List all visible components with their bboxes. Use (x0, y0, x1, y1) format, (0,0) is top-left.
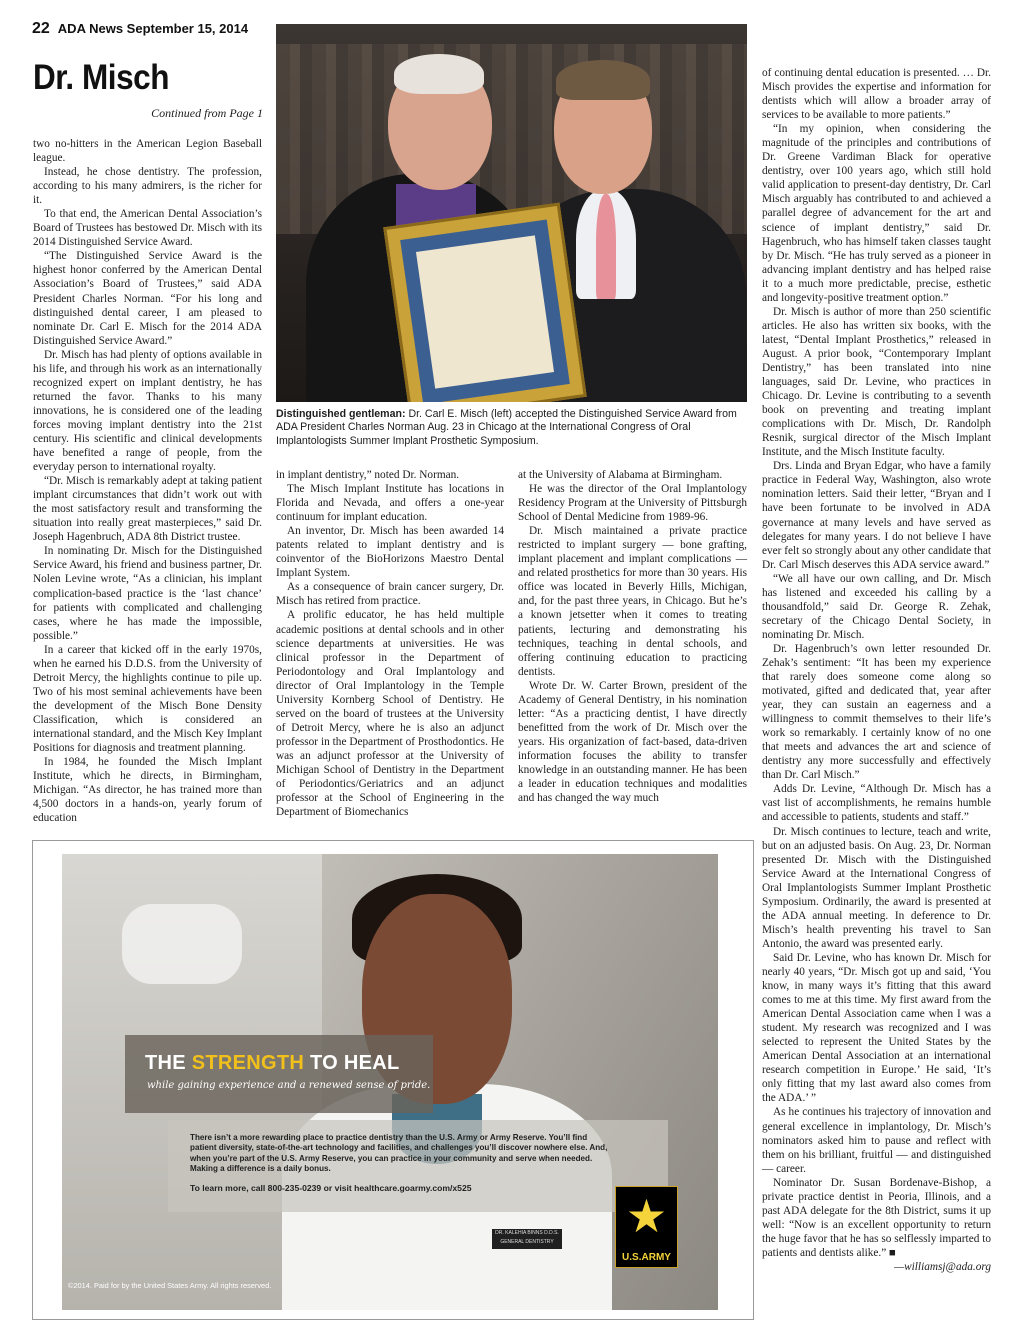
paragraph: of continuing dental education is presented. … Dr. Misch provides the expertise and information for dentists which will allow a broader array of services to be available to more patients.” (762, 67, 991, 122)
paragraph: Adds Dr. Levine, “Although Dr. Misch has a vast list of accomplishments, he remains humble and accessible to patients, students and staff.” (762, 783, 991, 824)
ad-call-to-action: To learn more, call 800-235-0239 or visit healthcare.goarmy.com/x525 (190, 1183, 472, 1193)
name-tag: DR. KALEHIA BINNS D.D.S. GENERAL DENTISTRY (492, 1229, 562, 1249)
paragraph: As a consequence of brain cancer surgery, Dr. Misch has retired from practice. (276, 581, 504, 608)
page-folio (32, 20, 248, 38)
award-certificate-frame (383, 203, 587, 402)
paragraph: Dr. Misch is author of more than 250 scientific articles. He also has written six books, with the latest, “Dental Implant Prosthetics,” released in August. A prior book, “Contemporary Implant Dentistry,” has been translated into nine languages, said Dr. Levine, who practices in Chicago. Dr. Levine is contributing to a seventh book on preventing and treating implant complications with Dr. Misch, Dr. Randolph Resnik, surgical director of the Misch Implant Institute, and the Misch Institute faculty. (762, 305, 991, 459)
man-right-hair (556, 60, 650, 100)
paragraph: Dr. Hagenbruch’s own letter resounded Dr. Zehak’s sentiment: “It has been my experience that rarely does someone come along so motivated, gifted and dedicated that, year after year, they can sustain an eagerness and a willingness to commit themselves to their life’s work so remarkably. I certainly know of no one that meets and advances the art and science of dentistry any more successfully and effectively than Dr. Carl Misch.” (762, 642, 991, 782)
ad-headline-highlight: STRENGTH (191, 1052, 305, 1074)
paragraph: Drs. Linda and Bryan Edgar, who have a family practice in Federal Way, Washington, also wrote nomination letters. Said their letter, “Bryan and I have been fortunate to be involved in ADA governance at many levels and have served as delegates for many years. I do not believe I have ever felt so strongly about any other candidate that Dr. Carl Misch deserves this ADA service award.” (762, 460, 991, 571)
paragraph: Dr. Misch continues to lecture, teach and write, but on an adjusted basis. On Aug. 23, Dr. Norman presented Dr. Misch with the Distinguished Service Award at the International Congress of Oral Implantologists Summer Implant Prosthetic Symposium. Ordinarily, the award is presented at the ADA annual meeting. In deference to Dr. Misch’s health preventing his travel to San Antonio, the award was presented early. (762, 825, 991, 950)
dental-lamp (122, 904, 242, 984)
ad-legal-line: ©2014. Paid for by the United States Army. All rights reserved. (68, 1281, 272, 1290)
paragraph: at the University of Alabama at Birmingham. (518, 469, 723, 481)
paragraph: The Misch Implant Institute has locations in Florida and Nevada, and offers a one-year continuum for implant education. (276, 483, 504, 524)
paragraph: To that end, the American Dental Association’s Board of Trustees has bestowed Dr. Misch with its 2014 Distinguished Service Award. (33, 208, 262, 249)
ad-body-copy: There isn’t a more rewarding place to practice dentistry than the U.S. Army or Army Reserve. You’ll find patient diversity, state-of-the-art technology and facilities, and challenges you’ll discover nowhere else. And, when you’re part of the U.S. Army Reserve, you can practice in your community and serve when needed. Making a difference is a daily bonus. (190, 1133, 608, 1174)
article-column-2 (276, 468, 504, 819)
paragraph: “We all have our own calling, and Dr. Misch has listened and exceeded his calling by a thousandfold,” said Dr. George R. Zehak, secretary of the Chicago Dental Society, in nominating Dr. Misch. (762, 572, 991, 641)
article-column-4 (762, 66, 991, 1274)
army-logo-label: U.S.ARMY (622, 1252, 671, 1263)
paragraph: in implant dentistry,” noted Dr. Norman. (276, 469, 460, 481)
paragraph: A prolific educator, he has held multiple academic positions at dental schools and in other science departments at universities. He was clinical professor in the Department of Periodontology and Oral Implantology and director of Oral Implantology in the Temple University Kornberg School of Dentistry. He served on the board of trustees at the University of Detroit Mercy, where he is also an adjunct professor in the Department of Prosthodontics. He was an adjunct professor at the University of Michigan School of Dentistry in the Department of Periodontics/Geriatrics and an adjunct professor at the School of Engineering in the Department of Biomechanics (276, 609, 504, 819)
paragraph: Nominator Dr. Susan Bordenave-Bishop, a private practice dentist in Peoria, Illinois, and a past ADA delegate for the 8th District, sums it up well: “Now is an excellent opportunity to return the huge favor that he has so selflessly imparted to patients and dentists alike.” ■ (762, 1176, 991, 1259)
jump-line: Continued from Page 1 (151, 106, 263, 120)
paragraph: An inventor, Dr. Misch has been awarded 14 patents related to implant dentistry and is coinventor of the BioHorizons Maestro Dental Implant System. (276, 525, 504, 580)
photo-caption (276, 408, 748, 448)
award-photo (276, 24, 747, 402)
paragraph: Dr. Misch maintained a private practice restricted to implant surgery — bone grafting, implant placement and implant complications — and related prosthetics for more than 30 years. His office was located in Beverly Hills, Michigan, and, for the past three years, in Chicago. But he’s a known jetsetter when it comes to treating patients, lecturing and demonstrating his techniques, teaching in dental schools, and offering continuing education to practicing dentists. (518, 525, 747, 678)
paragraph: “The Distinguished Service Award is the highest honor conferred by the American Dental Association’s Board of Trustees,” said ADA President Charles Norman. “For his long and distinguished dental career, I am pleased to nominate Dr. Carl E. Misch for the 2014 ADA Distinguished Service Award.” (33, 250, 262, 347)
publication-line: ADA News September 15, 2014 (57, 21, 249, 36)
caption-text: Dr. Carl E. Misch (left) accepted the Distinguished Service Award from ADA President Charles Norman Aug. 23 in Chicago at the International Congress of Oral Implantologists Summer Implant Prosthetic Symposium. (276, 408, 737, 447)
paragraph: As he continues his trajectory of innovation and general excellence in implantology, Dr. Misch’s nominators asked him to pause and reflect with them on his brilliant, fruitful — and distinguished — career. (762, 1106, 991, 1175)
article-headline: Dr. Misch (33, 58, 169, 97)
paragraph: “Dr. Misch is remarkably adept at taking patient implant circumstances that didn’t work out with the most satisfactory result and transforming the situation into really great masterpieces,” said Dr. Joseph Hagenbruch, ADA 8th District trustee. (33, 475, 262, 544)
us-army-logo (615, 1186, 678, 1268)
paragraph: “In my opinion, when considering the magnitude of the principles and contributions of Dr. Greene Vardiman Black for operative dentistry, over 100 years ago, which still hold valid application to present-day dentistry, Dr. Carl Misch arguably has contributed to and achieved a parallel degree of advancement for the art and science of implant dentistry,” said Dr. Hagenbruch, who has himself taken classes taught by Dr. Misch. “He has truly served as a pioneer in advancing implant dentistry and has helped raise it to a much more predictable, precise, esthetic and longevity-positive treatment option.” (762, 123, 991, 304)
paragraph: Dr. Misch has had plenty of options available in his life, and through his work as an internationally recognized expert on implant dentistry, he has returned the favor. Thanks to his many innovations, he is considered one of the leading forces moving implant dentistry into the 21st century. His scientific and clinical developments have benefited a range of people, from the everyday person to international royalty. (33, 348, 262, 474)
ad-subhead: while gaining experience and a renewed sense of pride. (147, 1080, 431, 1091)
army-star-icon: ★ (625, 1189, 668, 1243)
paragraph: In nominating Dr. Misch for the Distinguished Service Award, his friend and business partner, Dr. Nolen Levine wrote, “As a clinician, his implant complication-based practice is the ‘last chance’ for patients with complicated and challenging cases, where he has made the impossible, possible.” (33, 545, 262, 642)
paragraph: In 1984, he founded the Misch Implant Institute, which he directs, in Birmingham, Michigan. “As director, he has trained more than 4,500 doctors in a hands-on, yearly forum of education (33, 756, 262, 825)
certificate-document (416, 235, 554, 388)
man-left-hair (394, 54, 484, 94)
ad-headline (145, 1052, 400, 1075)
caption-lead: Distinguished gentleman: (276, 408, 406, 420)
paragraph: Wrote Dr. W. Carter Brown, president of the Academy of General Dentistry, in his nomination letter: “As a practicing dentist, I have directly benefitted from the work of Dr. Misch over the years. His organization of fact-based, data-driven information focuses the ability to transfer knowledge in an outstanding manner. He has been a leader in education techniques and modalities and has changed the way much (518, 679, 747, 805)
paragraph: two no-hitters in the American Legion Baseball league. (33, 138, 262, 165)
ad-headline-post: TO HEAL (304, 1052, 400, 1074)
paragraph: Said Dr. Levine, who has known Dr. Misch for nearly 40 years, “Dr. Misch got up and said, ‘You know, in many ways it’s fitting that this award comes to me at this time. My first award from the American Dental Association came when I was a student. My research was recognized and I was selected to represent the United States by the American Dental Association at an international research competition in Europe.’ He said, ‘It’s only fitting that my last award also comes from the ADA.’ ” (762, 951, 991, 1105)
ad-headline-pre: THE (145, 1052, 192, 1074)
author-email: —williamsj@ada.org (894, 1260, 991, 1273)
paragraph: He was the director of the Oral Implantology Residency Program at the University of Pittsburgh School of Dental Medicine from 1989-96. (518, 483, 747, 524)
man-right-tie (596, 194, 616, 299)
page-number: 22 (32, 20, 50, 37)
paragraph: Instead, he chose dentistry. The profession, according to his many admirers, is the richer for it. (33, 166, 262, 207)
article-column-3 (518, 468, 747, 805)
paragraph: In a career that kicked off in the early 1970s, when he earned his D.D.S. from the University of Detroit Mercy, the highlights continue to pile up. Two of his most seminal achievements have been the development of the Misch Bone Density Classification, which is considered an international standard, and the Misch Key Implant Positions for diagnosis and treatment planning. (33, 643, 262, 755)
article-column-1 (33, 137, 262, 825)
